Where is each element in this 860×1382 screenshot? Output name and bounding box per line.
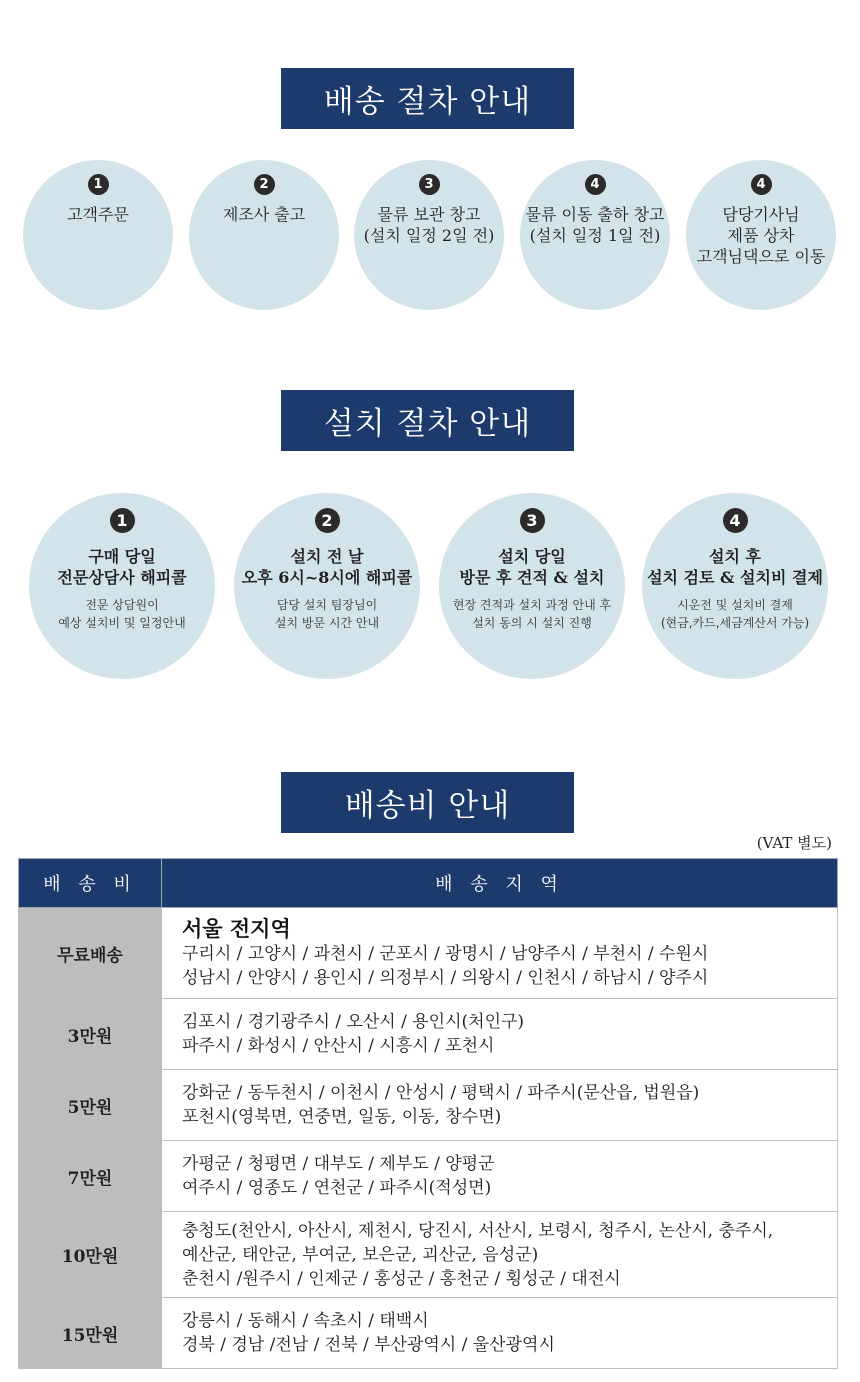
area-cell bbox=[162, 1212, 838, 1298]
area-line: 경북 / 경남 /전남 / 전북 / 부산광역시 / 울산광역시 bbox=[182, 1335, 555, 1355]
delivery-step-5 bbox=[686, 160, 836, 310]
header-area: 배 송 지 역 bbox=[162, 859, 838, 908]
area-line: 강릉시 / 동해시 / 속초시 / 태백시 bbox=[182, 1311, 429, 1331]
install-step-2 bbox=[234, 493, 420, 679]
price-cell: 3만원 bbox=[19, 999, 162, 1070]
step-number-icon: 4 bbox=[751, 174, 772, 195]
area-cell bbox=[162, 1070, 838, 1141]
install-step-3 bbox=[439, 493, 625, 679]
area-line: 구리시 / 고양시 / 과천시 / 군포시 / 광명시 / 남양주시 / 부천시 / 수원시 bbox=[182, 944, 709, 964]
area-line: 충청도(천안시, 아산시, 제천시, 당진시, 서산시, 보령시, 청주시, 논산시, 충주시, bbox=[182, 1220, 774, 1241]
step-description: 설치 동의 시 설치 진행 bbox=[472, 616, 592, 630]
step-label: 고객주문 bbox=[67, 205, 129, 224]
step-number-icon: 3 bbox=[419, 174, 440, 195]
step-number-icon: 3 bbox=[520, 508, 545, 533]
step-label: (설치 일정 2일 전) bbox=[363, 226, 495, 245]
table-row bbox=[19, 1298, 838, 1369]
area-cell bbox=[162, 908, 838, 999]
delivery-title: 배송 절차 안내 bbox=[281, 68, 574, 129]
area-highlight: 서울 전지역 bbox=[182, 916, 291, 941]
price-cell: 10만원 bbox=[19, 1212, 162, 1298]
step-description: 전문 상담원이 bbox=[85, 598, 159, 612]
step-heading: 전문상담사 해피콜 bbox=[57, 568, 187, 587]
area-line: 김포시 / 경기광주시 / 오산시 / 용인시(처인구) bbox=[182, 1012, 525, 1032]
step-number-icon: 4 bbox=[585, 174, 606, 195]
step-number-icon: 2 bbox=[315, 508, 340, 533]
delivery-step-3 bbox=[354, 160, 504, 310]
area-cell bbox=[162, 1141, 838, 1212]
install-step-4 bbox=[642, 493, 828, 679]
header-price: 배 송 비 bbox=[19, 859, 162, 908]
step-description: 설치 방문 시간 안내 bbox=[274, 616, 380, 630]
area-cell bbox=[162, 1298, 838, 1369]
step-heading: 설치 후 bbox=[709, 547, 761, 566]
area-line: 여주시 / 영종도 / 연천군 / 파주시(적성면) bbox=[182, 1178, 492, 1198]
install-title: 설치 절차 안내 bbox=[281, 390, 574, 451]
step-description: (현금,카드,세금계산서 가능) bbox=[660, 616, 810, 630]
step-number-icon: 2 bbox=[254, 174, 275, 195]
fee-title: 배송비 안내 bbox=[281, 772, 574, 833]
vat-note: (VAT 별도) bbox=[756, 834, 832, 852]
price-cell: 15만원 bbox=[19, 1298, 162, 1369]
table-row bbox=[19, 1070, 838, 1141]
install-step-1 bbox=[29, 493, 215, 679]
area-cell bbox=[162, 999, 838, 1070]
area-line: 가평군 / 청평면 / 대부도 / 제부도 / 양평군 bbox=[182, 1154, 495, 1174]
step-heading: 설치 전 날 bbox=[290, 547, 364, 566]
price-cell: 무료배송 bbox=[19, 908, 162, 999]
step-description: 담당 설치 팀장님이 bbox=[276, 598, 378, 612]
step-label: (설치 일정 1일 전) bbox=[529, 226, 661, 245]
step-heading: 설치 검토 & 설치비 결제 bbox=[647, 568, 823, 587]
shipping-fee-table bbox=[18, 858, 838, 1369]
step-label: 물류 이동 출하 창고 bbox=[525, 205, 665, 224]
step-description: 시운전 및 설치비 결제 bbox=[677, 598, 793, 612]
price-cell: 5만원 bbox=[19, 1070, 162, 1141]
step-number-icon: 1 bbox=[88, 174, 109, 195]
area-line: 춘천시 /원주시 / 인제군 / 홍성군 / 홍천군 / 횡성군 / 대전시 bbox=[182, 1268, 621, 1289]
area-line: 예산군, 태안군, 부여군, 보은군, 괴산군, 음성군) bbox=[182, 1244, 539, 1265]
step-label: 고객님댁으로 이동 bbox=[696, 247, 826, 266]
step-label: 제품 상차 bbox=[727, 226, 795, 245]
table-header-row bbox=[19, 859, 838, 908]
area-line: 성남시 / 안양시 / 용인시 / 의정부시 / 의왕시 / 인천시 / 하남시 / 양주시 bbox=[182, 968, 709, 988]
area-line: 강화군 / 동두천시 / 이천시 / 안성시 / 평택시 / 파주시(문산읍, 법원읍) bbox=[182, 1083, 700, 1103]
step-description: 현장 견적과 설치 과정 안내 후 bbox=[452, 598, 612, 612]
delivery-step-1 bbox=[23, 160, 173, 310]
table-row bbox=[19, 1212, 838, 1298]
step-heading: 설치 당일 bbox=[498, 547, 566, 566]
step-label: 제조사 출고 bbox=[222, 205, 306, 224]
step-heading: 방문 후 견적 & 설치 bbox=[459, 568, 605, 587]
delivery-step-4 bbox=[520, 160, 670, 310]
step-label: 물류 보관 창고 bbox=[377, 205, 481, 224]
area-line: 포천시(영북면, 연중면, 일동, 이동, 창수면) bbox=[182, 1107, 502, 1127]
step-number-icon: 4 bbox=[723, 508, 748, 533]
table-row bbox=[19, 999, 838, 1070]
step-description: 예상 설치비 및 일정안내 bbox=[58, 616, 186, 630]
step-number-icon: 1 bbox=[110, 508, 135, 533]
area-line: 파주시 / 화성시 / 안산시 / 시흥시 / 포천시 bbox=[182, 1036, 495, 1056]
step-label: 담당기사님 bbox=[722, 205, 800, 224]
table-row bbox=[19, 1141, 838, 1212]
step-heading: 오후 6시~8시에 해피콜 bbox=[241, 568, 413, 587]
table-row bbox=[19, 908, 838, 999]
delivery-step-2 bbox=[189, 160, 339, 310]
step-heading: 구매 당일 bbox=[88, 547, 156, 566]
price-cell: 7만원 bbox=[19, 1141, 162, 1212]
